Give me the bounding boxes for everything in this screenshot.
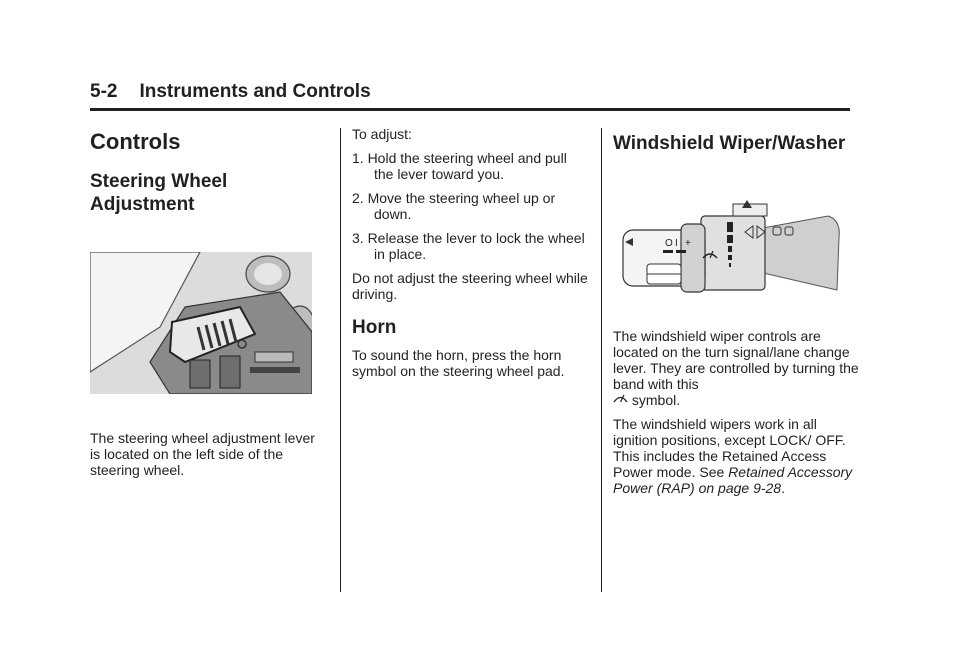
lever-label-high: I: [675, 238, 678, 249]
wiper-para-2-end: .: [781, 480, 785, 496]
lever-label-plus: +: [685, 238, 691, 249]
section-title: Instruments and Controls: [139, 81, 371, 102]
column-2: [352, 120, 590, 387]
column-divider: [601, 128, 602, 592]
section-heading: Steering Wheel Adjustment: [90, 171, 228, 215]
adjust-intro: To adjust:: [352, 126, 412, 142]
chapter-heading: Controls: [90, 129, 181, 154]
list-item: 3. Release the lever to lock the wheel in place.: [352, 230, 585, 262]
wiper-lever-illustration: [613, 198, 841, 298]
wiper-heading: Windshield Wiper/Washer: [613, 133, 846, 154]
wiper-symbol-icon: [613, 392, 628, 404]
column-1: [90, 120, 328, 486]
wiper-para-2-text: The windshield wipers work in all ignition positions, except LOCK/ OFF. This includes the Retained Access Power mode. See: [613, 416, 846, 480]
rap-reference-link[interactable]: Retained Accessory Power (RAP) on page 9-28: [613, 464, 853, 496]
column-3: [613, 120, 861, 504]
lever-label-low: O: [665, 238, 673, 249]
wiper-para-1-symbol-text: symbol.: [631, 392, 681, 408]
steering-lever-illustration: [90, 252, 312, 394]
adjust-steps: [352, 150, 590, 262]
wiper-para-2: [613, 416, 861, 496]
adjust-note: Do not adjust the steering wheel while driving.: [352, 270, 588, 302]
list-item: 2. Move the steering wheel up or down.: [352, 190, 556, 222]
horn-heading: Horn: [352, 317, 397, 338]
wiper-para-1-text: The windshield wiper controls are located on the turn signal/lane change lever. They are controlled by turning the band with this: [613, 328, 859, 392]
steering-caption: The steering wheel adjustment lever is located on the left side of the steering wheel.: [90, 430, 315, 478]
page-number: 5-2: [90, 81, 118, 102]
page-header: [90, 80, 850, 111]
column-divider: [340, 128, 341, 592]
list-item: 1. Hold the steering wheel and pull the lever toward you.: [352, 150, 567, 182]
wiper-para-1: [613, 328, 861, 408]
horn-text: To sound the horn, press the horn symbol on the steering wheel pad.: [352, 347, 565, 379]
